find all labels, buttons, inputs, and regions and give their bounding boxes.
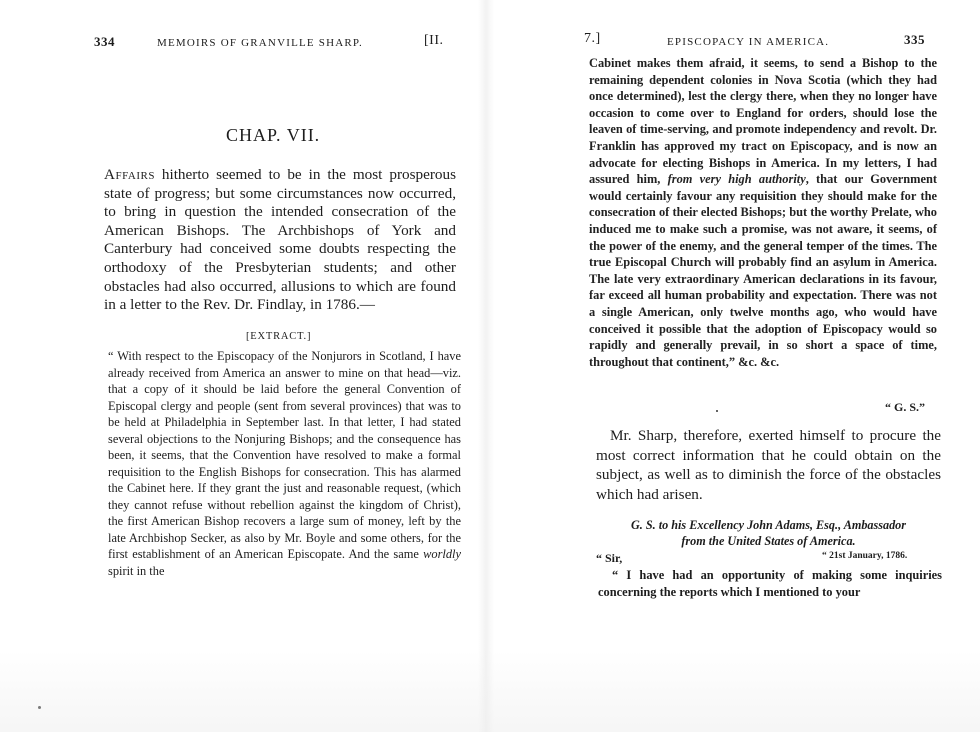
narrative-paragraph: Mr. Sharp, therefore, exerted himself to procure the most correct information that he could obtain on the subject, as well as to diminish the force of the obstacles which had arisen.: [596, 427, 941, 503]
right-section-mark: 7.]: [584, 31, 601, 46]
right-running-head: EPISCOPACY IN AMERICA.: [667, 36, 830, 48]
extract-text: “ With respect to the Episcopacy of the Nonjurors in Scotland, I have already received from America an answer to mine on that head—viz. that a copy of it should be laid before the general Convention of Episcopal clergy and people (sent from several provinces) that was to be held at Philadelphia in September last. In that letter, I had stated several objections to the Nonjuring Bishops; and the consequence has been, it seems, that the Convention have resolved to make a formal requisition to the English Bishops for consecration. This has alarmed the Cabinet here. If they grant the just and reasonable request, (which they cannot refuse without rebellion against the kingdom of Christ), the first American Bishop recovers a large sum of money, left by the late Archbishop Secker, as also by Mr. Boyle and some others, for the first establishment of an American Episcopate. And the same: [108, 349, 461, 561]
extract-italic-word: worldly: [423, 547, 461, 561]
left-running-head: MEMOIRS OF GRANVILLE SHARP.: [157, 37, 363, 49]
signature: “ G. S.”: [885, 400, 926, 414]
continued-italic-phrase: from very high authority: [667, 172, 806, 187]
letter-salutation: “ Sir,: [596, 551, 623, 565]
letter-heading: [596, 517, 941, 549]
opening-paragraph: [104, 166, 456, 315]
right-page-number: 335: [904, 32, 925, 47]
continued-text: Cabinet makes them afraid, it seems, to send a Bishop to the remaining dependent colonies in Nova Scotia (which they had once determined), lest the clergy there, when they no longer have occasion to come over to England for orders, should lose the leaven of time-serving, and promote independency and revolt. Dr. Franklin has approved my tract on Episcopacy, and is now an advocate for electing Bishops in America. In my letters, I had assured him,: [589, 56, 937, 187]
continued-letter-paragraph: [589, 55, 937, 370]
opening-paragraph-text: hitherto seemed to be in the most prosperous state of progress; but some circumstances now occurred, to bring in question the intended consecration of the American Bishops. The Archbishops of York and Canterbury had conceived some doubts respecting the orthodoxy of the Presbyterian students; and other obstacles had also occurred, allusions to which are found in a letter to the Rev. Dr. Findlay, in 1786.—: [104, 166, 456, 314]
letter-heading-line-1: G. S. to his Excellency John Adams, Esq., Ambassador: [630, 518, 907, 532]
letter-heading-line-2: from the United States of America.: [681, 534, 856, 548]
extract-text-end: spirit in the: [108, 563, 165, 578]
opening-word: Affairs: [104, 166, 155, 183]
left-page-number: 334: [94, 34, 115, 49]
letter-body: “ I have had an opportunity of making some inquiries concerning the reports which I mentioned to your: [598, 568, 942, 599]
left-section-mark: [II.: [424, 33, 444, 48]
extract-label: [EXTRACT.]: [246, 331, 312, 342]
letter-date: “ 21st January, 1786.: [822, 551, 908, 561]
continued-text-end: , that our Government would certainly favour any requisition they should make for the consecration of their elected Bishops; but the worthy Prelate, who induced me to make such a promise, was not aware, it seems, of the power of the enemy, and the general temper of the times. The true Episcopal Church will probably find an asylum in America. The late very extraordinary American declarations in its favour, far exceed all human probability and expectation. There was not a single American, only twelve months ago, who would have conceived it possible that the adoption of Episcopacy would so rapidly and generally prevail, in so short a space of time, throughout that continent,” &c. &c.: [589, 172, 937, 369]
extract-paragraph: [108, 348, 461, 579]
page-speck: [716, 410, 718, 412]
chapter-title: CHAP. VII.: [226, 125, 321, 145]
scan-shadow: [0, 650, 980, 732]
